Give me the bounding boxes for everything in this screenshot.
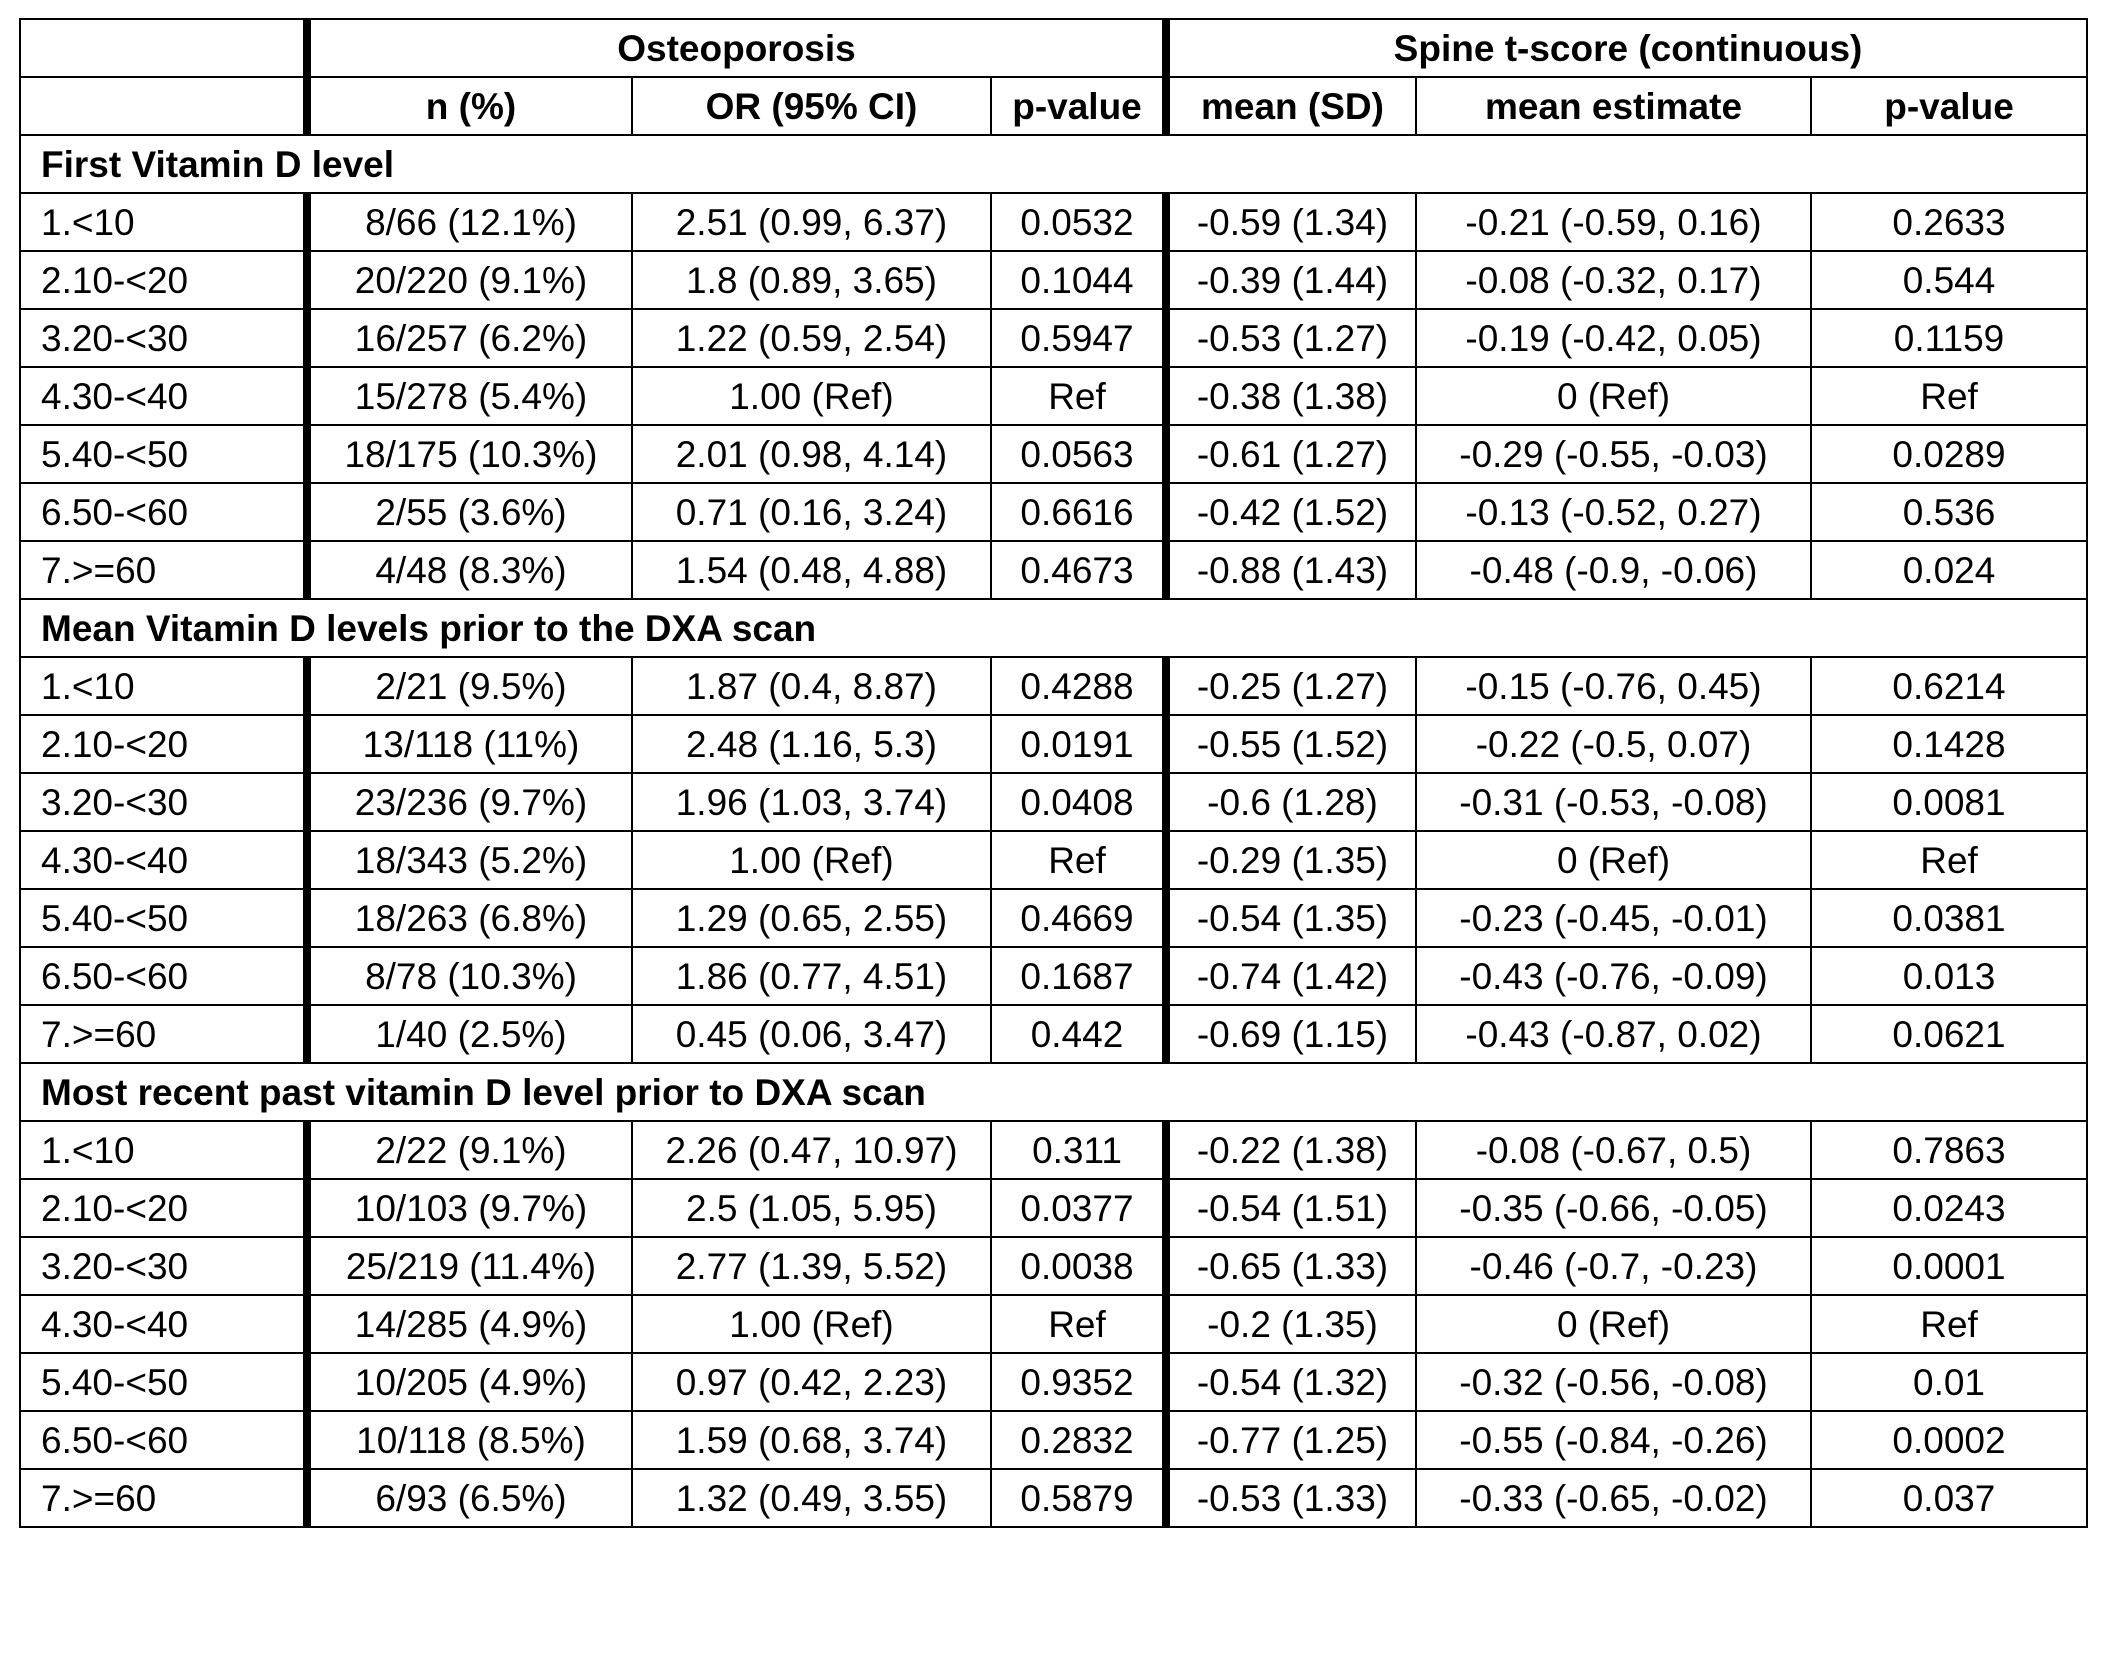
n-percent-cell: 1/40 (2.5%)	[307, 1005, 632, 1063]
column-header-or-ci: OR (95% CI)	[632, 77, 991, 135]
table-row	[20, 483, 2087, 541]
n-percent-cell: 18/343 (5.2%)	[307, 831, 632, 889]
table-row	[20, 1411, 2087, 1469]
p-value-cell: 0.1428	[1811, 715, 2087, 773]
p-value-cell: 0.037	[1811, 1469, 2087, 1527]
table-row	[20, 1295, 2087, 1353]
p-value-cell: 0.1159	[1811, 309, 2087, 367]
n-percent-cell: 14/285 (4.9%)	[307, 1295, 632, 1353]
mean-sd-cell: -0.54 (1.32)	[1166, 1353, 1416, 1411]
header-empty-cell	[20, 19, 307, 77]
mean-sd-cell: -0.88 (1.43)	[1166, 541, 1416, 599]
n-percent-cell: 18/175 (10.3%)	[307, 425, 632, 483]
p-value-cell: 0.2633	[1811, 193, 2087, 251]
mean-sd-cell: -0.25 (1.27)	[1166, 657, 1416, 715]
mean-estimate-cell: -0.08 (-0.67, 0.5)	[1416, 1121, 1811, 1179]
p-value-cell: Ref	[991, 367, 1166, 425]
p-value-cell: 0.0001	[1811, 1237, 2087, 1295]
n-percent-cell: 16/257 (6.2%)	[307, 309, 632, 367]
row-label: 2.10-<20	[20, 1179, 307, 1237]
or-ci-cell: 2.51 (0.99, 6.37)	[632, 193, 991, 251]
table-row	[20, 831, 2087, 889]
or-ci-cell: 1.8 (0.89, 3.65)	[632, 251, 991, 309]
section-title: Mean Vitamin D levels prior to the DXA scan	[20, 599, 2087, 657]
p-value-cell: 0.0408	[991, 773, 1166, 831]
row-label: 3.20-<30	[20, 773, 307, 831]
section-title: Most recent past vitamin D level prior to DXA scan	[20, 1063, 2087, 1121]
header-group-row	[20, 19, 2087, 77]
mean-sd-cell: -0.53 (1.27)	[1166, 309, 1416, 367]
or-ci-cell: 2.77 (1.39, 5.52)	[632, 1237, 991, 1295]
table-row	[20, 715, 2087, 773]
n-percent-cell: 23/236 (9.7%)	[307, 773, 632, 831]
p-value-cell: 0.013	[1811, 947, 2087, 1005]
mean-estimate-cell: -0.32 (-0.56, -0.08)	[1416, 1353, 1811, 1411]
or-ci-cell: 1.59 (0.68, 3.74)	[632, 1411, 991, 1469]
mean-sd-cell: -0.39 (1.44)	[1166, 251, 1416, 309]
table-row	[20, 1353, 2087, 1411]
or-ci-cell: 1.00 (Ref)	[632, 1295, 991, 1353]
section-header-row	[20, 1063, 2087, 1121]
mean-sd-cell: -0.55 (1.52)	[1166, 715, 1416, 773]
row-label: 6.50-<60	[20, 1411, 307, 1469]
n-percent-cell: 10/118 (8.5%)	[307, 1411, 632, 1469]
or-ci-cell: 1.54 (0.48, 4.88)	[632, 541, 991, 599]
mean-estimate-cell: -0.29 (-0.55, -0.03)	[1416, 425, 1811, 483]
mean-estimate-cell: 0 (Ref)	[1416, 831, 1811, 889]
mean-sd-cell: -0.54 (1.51)	[1166, 1179, 1416, 1237]
row-label: 7.>=60	[20, 541, 307, 599]
row-label: 1.<10	[20, 657, 307, 715]
header-empty-cell	[20, 77, 307, 135]
mean-estimate-cell: -0.13 (-0.52, 0.27)	[1416, 483, 1811, 541]
mean-estimate-cell: -0.43 (-0.87, 0.02)	[1416, 1005, 1811, 1063]
mean-estimate-cell: -0.48 (-0.9, -0.06)	[1416, 541, 1811, 599]
mean-sd-cell: -0.2 (1.35)	[1166, 1295, 1416, 1353]
p-value-cell: 0.6616	[991, 483, 1166, 541]
p-value-cell: 0.4673	[991, 541, 1166, 599]
or-ci-cell: 0.71 (0.16, 3.24)	[632, 483, 991, 541]
or-ci-cell: 1.32 (0.49, 3.55)	[632, 1469, 991, 1527]
p-value-cell: 0.0289	[1811, 425, 2087, 483]
table-row	[20, 1469, 2087, 1527]
p-value-cell: 0.01	[1811, 1353, 2087, 1411]
mean-sd-cell: -0.42 (1.52)	[1166, 483, 1416, 541]
table-row	[20, 1179, 2087, 1237]
row-label: 5.40-<50	[20, 1353, 307, 1411]
mean-sd-cell: -0.6 (1.28)	[1166, 773, 1416, 831]
or-ci-cell: 2.5 (1.05, 5.95)	[632, 1179, 991, 1237]
mean-estimate-cell: -0.22 (-0.5, 0.07)	[1416, 715, 1811, 773]
table-row	[20, 1121, 2087, 1179]
mean-sd-cell: -0.61 (1.27)	[1166, 425, 1416, 483]
n-percent-cell: 25/219 (11.4%)	[307, 1237, 632, 1295]
row-label: 6.50-<60	[20, 947, 307, 1005]
group-header-spine-t-score: Spine t-score (continuous)	[1166, 19, 2087, 77]
table-row	[20, 773, 2087, 831]
row-label: 3.20-<30	[20, 1237, 307, 1295]
row-label: 2.10-<20	[20, 715, 307, 773]
group-header-osteoporosis: Osteoporosis	[307, 19, 1166, 77]
table-row	[20, 657, 2087, 715]
mean-estimate-cell: -0.31 (-0.53, -0.08)	[1416, 773, 1811, 831]
table-row	[20, 1005, 2087, 1063]
row-label: 7.>=60	[20, 1005, 307, 1063]
n-percent-cell: 18/263 (6.8%)	[307, 889, 632, 947]
p-value-cell: 0.0243	[1811, 1179, 2087, 1237]
p-value-cell: 0.2832	[991, 1411, 1166, 1469]
or-ci-cell: 2.01 (0.98, 4.14)	[632, 425, 991, 483]
row-label: 3.20-<30	[20, 309, 307, 367]
n-percent-cell: 8/78 (10.3%)	[307, 947, 632, 1005]
n-percent-cell: 2/55 (3.6%)	[307, 483, 632, 541]
section-title: First Vitamin D level	[20, 135, 2087, 193]
p-value-cell: Ref	[991, 831, 1166, 889]
mean-sd-cell: -0.59 (1.34)	[1166, 193, 1416, 251]
table-row	[20, 889, 2087, 947]
table-row	[20, 251, 2087, 309]
p-value-cell: 0.311	[991, 1121, 1166, 1179]
p-value-cell: 0.0191	[991, 715, 1166, 773]
mean-estimate-cell: -0.46 (-0.7, -0.23)	[1416, 1237, 1811, 1295]
mean-sd-cell: -0.74 (1.42)	[1166, 947, 1416, 1005]
n-percent-cell: 13/118 (11%)	[307, 715, 632, 773]
n-percent-cell: 4/48 (8.3%)	[307, 541, 632, 599]
p-value-cell: Ref	[1811, 1295, 2087, 1353]
p-value-cell: 0.1687	[991, 947, 1166, 1005]
or-ci-cell: 1.96 (1.03, 3.74)	[632, 773, 991, 831]
or-ci-cell: 1.22 (0.59, 2.54)	[632, 309, 991, 367]
p-value-cell: 0.442	[991, 1005, 1166, 1063]
n-percent-cell: 2/22 (9.1%)	[307, 1121, 632, 1179]
p-value-cell: 0.4288	[991, 657, 1166, 715]
mean-sd-cell: -0.22 (1.38)	[1166, 1121, 1416, 1179]
mean-estimate-cell: -0.23 (-0.45, -0.01)	[1416, 889, 1811, 947]
n-percent-cell: 8/66 (12.1%)	[307, 193, 632, 251]
p-value-cell: 0.0002	[1811, 1411, 2087, 1469]
row-label: 2.10-<20	[20, 251, 307, 309]
p-value-cell: 0.544	[1811, 251, 2087, 309]
row-label: 1.<10	[20, 1121, 307, 1179]
mean-estimate-cell: -0.21 (-0.59, 0.16)	[1416, 193, 1811, 251]
mean-sd-cell: -0.53 (1.33)	[1166, 1469, 1416, 1527]
column-header-p-value: p-value	[1811, 77, 2087, 135]
n-percent-cell: 10/205 (4.9%)	[307, 1353, 632, 1411]
table-row	[20, 193, 2087, 251]
p-value-cell: 0.5947	[991, 309, 1166, 367]
n-percent-cell: 15/278 (5.4%)	[307, 367, 632, 425]
or-ci-cell: 1.00 (Ref)	[632, 831, 991, 889]
mean-sd-cell: -0.69 (1.15)	[1166, 1005, 1416, 1063]
p-value-cell: 0.0081	[1811, 773, 2087, 831]
p-value-cell: 0.0381	[1811, 889, 2087, 947]
mean-estimate-cell: -0.08 (-0.32, 0.17)	[1416, 251, 1811, 309]
n-percent-cell: 6/93 (6.5%)	[307, 1469, 632, 1527]
p-value-cell: 0.0377	[991, 1179, 1166, 1237]
p-value-cell: 0.9352	[991, 1353, 1166, 1411]
mean-sd-cell: -0.29 (1.35)	[1166, 831, 1416, 889]
row-label: 4.30-<40	[20, 1295, 307, 1353]
or-ci-cell: 1.00 (Ref)	[632, 367, 991, 425]
mean-estimate-cell: -0.15 (-0.76, 0.45)	[1416, 657, 1811, 715]
column-header-p-value: p-value	[991, 77, 1166, 135]
mean-estimate-cell: 0 (Ref)	[1416, 367, 1811, 425]
p-value-cell: Ref	[1811, 831, 2087, 889]
p-value-cell: 0.0621	[1811, 1005, 2087, 1063]
table-body	[20, 135, 2087, 1527]
table-row	[20, 947, 2087, 1005]
p-value-cell: 0.5879	[991, 1469, 1166, 1527]
table-row	[20, 367, 2087, 425]
table-row	[20, 1237, 2087, 1295]
column-header-mean-estimate: mean estimate	[1416, 77, 1811, 135]
table-row	[20, 309, 2087, 367]
p-value-cell: Ref	[1811, 367, 2087, 425]
p-value-cell: 0.536	[1811, 483, 2087, 541]
row-label: 5.40-<50	[20, 425, 307, 483]
column-header-mean-sd: mean (SD)	[1166, 77, 1416, 135]
mean-estimate-cell: -0.43 (-0.76, -0.09)	[1416, 947, 1811, 1005]
p-value-cell: 0.0038	[991, 1237, 1166, 1295]
p-value-cell: 0.0563	[991, 425, 1166, 483]
row-label: 4.30-<40	[20, 831, 307, 889]
mean-sd-cell: -0.38 (1.38)	[1166, 367, 1416, 425]
or-ci-cell: 2.26 (0.47, 10.97)	[632, 1121, 991, 1179]
mean-sd-cell: -0.54 (1.35)	[1166, 889, 1416, 947]
p-value-cell: Ref	[991, 1295, 1166, 1353]
n-percent-cell: 2/21 (9.5%)	[307, 657, 632, 715]
or-ci-cell: 2.48 (1.16, 5.3)	[632, 715, 991, 773]
results-table	[19, 18, 2088, 1528]
n-percent-cell: 10/103 (9.7%)	[307, 1179, 632, 1237]
or-ci-cell: 1.87 (0.4, 8.87)	[632, 657, 991, 715]
p-value-cell: 0.7863	[1811, 1121, 2087, 1179]
or-ci-cell: 1.29 (0.65, 2.55)	[632, 889, 991, 947]
mean-estimate-cell: 0 (Ref)	[1416, 1295, 1811, 1353]
p-value-cell: 0.6214	[1811, 657, 2087, 715]
mean-estimate-cell: -0.55 (-0.84, -0.26)	[1416, 1411, 1811, 1469]
or-ci-cell: 1.86 (0.77, 4.51)	[632, 947, 991, 1005]
p-value-cell: 0.0532	[991, 193, 1166, 251]
table-row	[20, 541, 2087, 599]
row-label: 6.50-<60	[20, 483, 307, 541]
column-header-n-percent: n (%)	[307, 77, 632, 135]
mean-sd-cell: -0.65 (1.33)	[1166, 1237, 1416, 1295]
mean-estimate-cell: -0.33 (-0.65, -0.02)	[1416, 1469, 1811, 1527]
or-ci-cell: 0.45 (0.06, 3.47)	[632, 1005, 991, 1063]
row-label: 4.30-<40	[20, 367, 307, 425]
p-value-cell: 0.024	[1811, 541, 2087, 599]
header-column-row	[20, 77, 2087, 135]
p-value-cell: 0.4669	[991, 889, 1166, 947]
row-label: 1.<10	[20, 193, 307, 251]
table-row	[20, 425, 2087, 483]
or-ci-cell: 0.97 (0.42, 2.23)	[632, 1353, 991, 1411]
p-value-cell: 0.1044	[991, 251, 1166, 309]
mean-sd-cell: -0.77 (1.25)	[1166, 1411, 1416, 1469]
row-label: 5.40-<50	[20, 889, 307, 947]
mean-estimate-cell: -0.35 (-0.66, -0.05)	[1416, 1179, 1811, 1237]
n-percent-cell: 20/220 (9.1%)	[307, 251, 632, 309]
row-label: 7.>=60	[20, 1469, 307, 1527]
section-header-row	[20, 599, 2087, 657]
mean-estimate-cell: -0.19 (-0.42, 0.05)	[1416, 309, 1811, 367]
section-header-row	[20, 135, 2087, 193]
